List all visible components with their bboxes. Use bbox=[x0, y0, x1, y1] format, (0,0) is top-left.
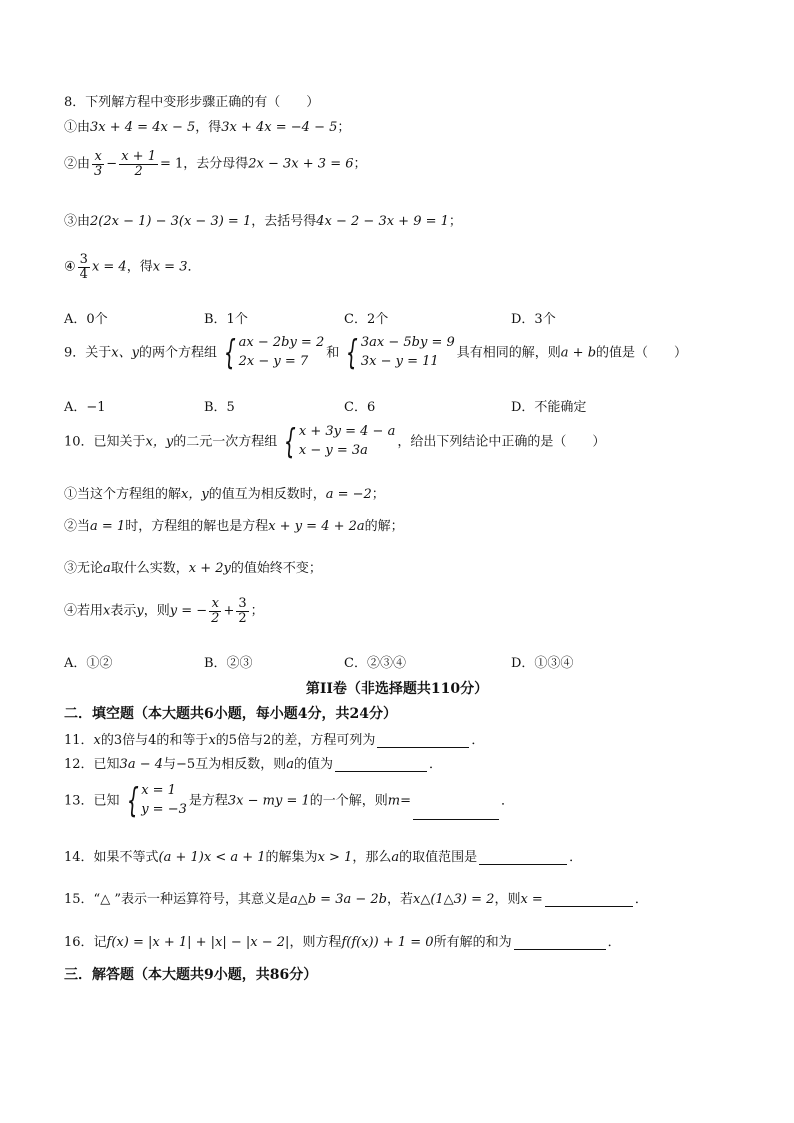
q10-stem: 10．已知关于x，y的二元一次方程组 { x + 3y = 4 − a x − y = 3a ，给出下列结论中正确的是（ ） bbox=[64, 421, 606, 462]
part2-title: 第II卷（非选择题共110分） bbox=[305, 681, 489, 697]
answer-blank[interactable] bbox=[335, 757, 427, 772]
q9-option-a[interactable]: A．−1 bbox=[64, 400, 106, 415]
answer-blank[interactable] bbox=[514, 935, 606, 950]
q8-statement-3: ③由2(2x − 1) − 3(x − 3) = 1，去括号得4x − 2 − 3x + 9 = 1； bbox=[64, 214, 462, 229]
fraction: $\frac{3}{2}$ bbox=[238, 596, 247, 626]
answer-blank[interactable] bbox=[545, 892, 633, 907]
q10-option-b[interactable]: B．②③ bbox=[204, 656, 253, 671]
section2-heading: 二．填空题（本大题共6小题，每小题4分，共24分） bbox=[64, 706, 397, 722]
solution-system: { x = 1 y = −3 bbox=[126, 780, 187, 821]
q8-statement-1: ①由3x + 4 = 4x − 5，得3x + 4x = −4 − 5； bbox=[64, 120, 351, 135]
fraction: $\frac{x}{3}$ bbox=[94, 149, 103, 179]
q8-option-a[interactable]: A．0个 bbox=[64, 312, 108, 327]
q10-conclusion-2: ②当a = 1时，方程组的解也是方程x + y = 4 + 2a的解； bbox=[64, 519, 404, 534]
q13: 13．已知 { x = 1 y = −3 是方程3x − my = 1的一个解，则m= ． bbox=[64, 780, 514, 821]
q12: 12．已知3a − 4与−5互为相反数，则a的值为 ． bbox=[64, 757, 442, 772]
q9-option-d[interactable]: D．不能确定 bbox=[511, 400, 587, 415]
fraction: $\frac{x}{2}$ bbox=[211, 596, 220, 626]
q8-statement-2: ②由 $\frac{x}{3}$ − $\frac{x + 1}{2}$ = 1，去分母得2x − 3x + 3 = 6； bbox=[64, 149, 367, 179]
fraction: $\frac{3}{4}$ bbox=[79, 252, 88, 282]
q10-option-d[interactable]: D．①③④ bbox=[511, 656, 574, 671]
q10-conclusion-1: ①当这个方程组的解x，y的值互为相反数时，a = −2； bbox=[64, 487, 385, 502]
q14: 14．如果不等式(a + 1)x < a + 1的解集为x > 1，那么a的取值范围是 ． bbox=[64, 850, 583, 865]
answer-blank[interactable] bbox=[479, 850, 567, 865]
q16: 16．记f(x) = |x + 1| + |x| − |x − 2|，则方程f(f(x)) + 1 = 0所有解的和为 ． bbox=[64, 935, 621, 950]
answer-blank[interactable] bbox=[413, 805, 499, 820]
section3-heading: 三．解答题（本大题共9小题，共86分） bbox=[64, 967, 318, 983]
q9-option-b[interactable]: B．5 bbox=[204, 400, 235, 415]
q10-option-a[interactable]: A．①② bbox=[64, 656, 113, 671]
q8-option-b[interactable]: B．1个 bbox=[204, 312, 248, 327]
q15: 15．“△ ”表示一种运算符号，其意义是a△b = 3a − 2b，若x△(1△3) = 2，则x = ． bbox=[64, 892, 648, 907]
q9-stem: 9．关于x、y的两个方程组 { ax − 2by = 2 2x − y = 7 和 { 3ax − 5by = 9 3x − y = 11 具有相同的解，则a + b的值是（ ） bbox=[64, 332, 688, 373]
q8-option-c[interactable]: C．2个 bbox=[344, 312, 389, 327]
q10-conclusion-4: ④若用x表示y，则y = − $\frac{x}{2}$ + $\frac{3}{2}$ ； bbox=[64, 596, 264, 626]
fraction: $\frac{x + 1}{2}$ bbox=[121, 149, 156, 179]
equation-system-1: { ax − 2by = 2 2x − y = 7 bbox=[223, 332, 325, 373]
equation-system-2: { 3ax − 5by = 9 3x − y = 11 bbox=[346, 332, 455, 373]
q8-option-d[interactable]: D．3个 bbox=[511, 312, 556, 327]
equation-system: { x + 3y = 4 − a x − y = 3a bbox=[284, 421, 396, 462]
answer-blank[interactable] bbox=[377, 733, 469, 748]
q9-option-c[interactable]: C．6 bbox=[344, 400, 376, 415]
q8-statement-4: ④ $\frac{3}{4}$ x = 4，得x = 3． bbox=[64, 252, 201, 282]
q10-conclusion-3: ③无论a取什么实数，x + 2y的值始终不变； bbox=[64, 561, 322, 576]
q11: 11．x的3倍与4的和等于x的5倍与2的差，方程可列为 ． bbox=[64, 733, 485, 748]
q10-option-c[interactable]: C．②③④ bbox=[344, 656, 406, 671]
q8-stem: 8．下列解方程中变形步骤正确的有（ ） bbox=[64, 95, 320, 110]
